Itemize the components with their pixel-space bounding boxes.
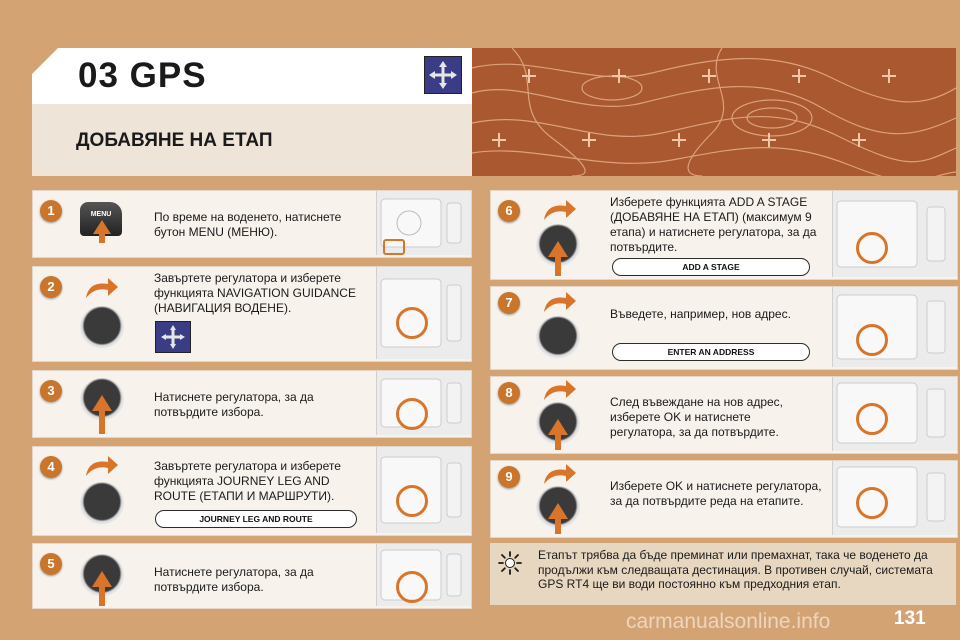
press-arrow-icon [548,503,568,519]
press-arrow-stem [555,256,561,276]
knob-highlight [396,307,428,339]
knob-highlight [856,324,888,356]
step-7-badge: 7 [498,292,520,314]
press-arrow-stem [555,434,561,450]
add-a-stage-label: ADD A STAGE [612,258,810,276]
contour-map-image [472,48,956,176]
step-8-text: След въвеждане на нов адрес, изберете OK и натиснете регулатора, за да потвърдите. [610,395,784,439]
press-arrow-icon [93,220,111,234]
step-4-text: Завъртете регулатора и изберете функцията JOURNEY LEG AND ROUTE (ЕТАПИ И МАРШРУТИ). [154,459,341,503]
turn-arrow-icon [540,198,578,222]
radio-device-image [832,461,957,535]
press-arrow-stem [555,518,561,534]
turn-arrow-icon [82,276,120,300]
watermark: carmanualsonline.info [626,610,831,633]
press-arrow-icon [92,571,112,587]
turn-arrow-icon [540,378,578,402]
press-arrow-stem [99,233,105,243]
enter-an-address-label: ENTER AN ADDRESS [612,343,810,361]
knob-highlight [856,232,888,264]
radio-device-image [832,377,957,451]
page-title: ДОБАВЯНЕ НА ЕТАП [76,130,273,151]
journey-leg-route-label: JOURNEY LEG AND ROUTE [155,510,357,528]
tip-text: Етапът трябва да бъде преминат или премахнат, така че воденето да продължи към следващата дестинация. В противен случай, системата GPS RT4 ще ви води постоянно към предходния етап. [538,548,933,591]
knob-highlight [396,398,428,430]
menu-highlight [383,239,405,255]
step-6-badge: 6 [498,200,520,222]
step-3-text: Натиснете регулатора, за да потвърдите избора. [154,390,314,419]
step-9-text: Изберете OK и натиснете регулатора, за да потвърдите реда на етапите. [610,479,822,508]
press-arrow-icon [548,241,568,257]
step-9-badge: 9 [498,466,520,488]
step-2-badge: 2 [40,276,62,298]
step-3-badge: 3 [40,380,62,402]
press-arrow-icon [548,419,568,435]
step-6-text: Изберете функцията ADD A STAGE (ДОБАВЯНЕ НА ЕТАП) (максимум 9 етапа) и натиснете регулатора, за да потвърдите. [610,195,817,254]
step-1-badge: 1 [40,200,62,222]
step-2-text: Завъртете регулатора и изберете функцията NAVIGATION GUIDANCE (НАВИГАЦИЯ ВОДЕНЕ). [154,271,356,315]
step-1-text: По време на воденето, натиснете бутон MENU (МЕНЮ). [154,210,342,239]
knob-highlight [856,487,888,519]
turn-arrow-icon [540,462,578,486]
step-8-badge: 8 [498,382,520,404]
radio-device-image [832,287,957,367]
gps-navigation-icon [424,56,462,94]
control-knob-icon [536,316,580,360]
navigation-icon [155,321,191,353]
press-arrow-stem [99,586,105,606]
page-number: 131 [894,608,926,629]
control-knob-icon [80,306,124,350]
step-4-badge: 4 [40,456,62,478]
turn-arrow-icon [82,454,120,478]
turn-arrow-icon [540,290,578,314]
step-5-badge: 5 [40,553,62,575]
knob-highlight [396,571,428,603]
step-7-text: Въведете, например, нов адрес. [610,307,791,321]
control-knob-icon [80,482,124,526]
step-5-text: Натиснете регулатора, за да потвърдите избора. [154,565,314,594]
tip-sun-icon [498,551,522,575]
press-arrow-stem [99,410,105,434]
chapter-title: 03 GPS [78,56,207,95]
knob-highlight [856,403,888,435]
menu-button-label: MENU [90,211,112,218]
radio-device-image [832,191,957,277]
knob-highlight [396,485,428,517]
press-arrow-icon [92,395,112,411]
